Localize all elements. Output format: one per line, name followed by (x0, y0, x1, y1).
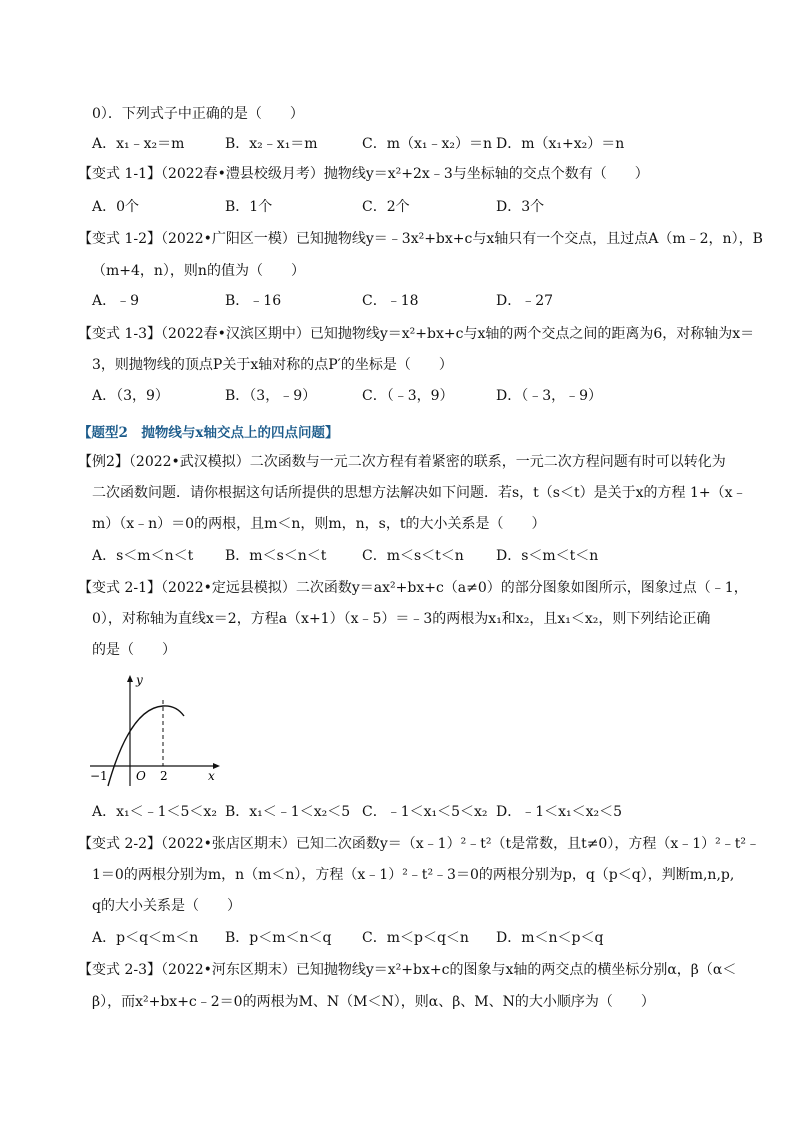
section-title: 【题型2 抛物线与x轴交点上的四点问题】 (78, 425, 339, 441)
question-text: q的大小关系是（ ） (92, 898, 241, 914)
y-axis-label: y (136, 673, 143, 687)
question-text: 0），对称轴为直线x＝2，方程a（x+1）（x﹣5）＝﹣3的两根为x₁和x₂，且x₁＜x₂，则下列结论正确 (92, 611, 711, 627)
option-b: B．x₂﹣x₁＝m (225, 136, 318, 152)
y-axis-arrow (127, 675, 133, 682)
option-d: D．m＜n＜p＜q (496, 930, 604, 946)
option-c: C．m＜p＜q＜n (362, 930, 469, 946)
option-d: D．﹣1＜x₁＜x₂＜5 (496, 804, 623, 820)
option-d: D．3个 (496, 199, 545, 215)
question-text: 【例2】（2022•武汉模拟）二次函数与一元二次方程有着紧密的联系，一元二次方程问题有时可以转化为 (78, 454, 726, 470)
question-text: m）（x﹣n）＝0的两根，且m＜n，则m，n，s，t的大小关系是（ ） (92, 516, 546, 532)
question-text: 【变式 1-1】（2022春•澧县校级月考）抛物线y＝x²+2x﹣3与坐标轴的交点个数有（ ） (78, 166, 649, 182)
question-text: 【变式 1-3】（2022春•汉滨区期中）已知抛物线y＝x²+bx+c与x轴的两个交点之间的距离为6，对称轴为x＝ (78, 326, 755, 342)
option-a: A．﹣9 (92, 293, 140, 309)
neg-one-label: −1 (90, 769, 108, 783)
option-b: B．﹣16 (225, 293, 282, 309)
x-axis-label: x (208, 769, 215, 783)
option-b: B．p＜m＜n＜q (225, 930, 332, 946)
origin-label: O (136, 769, 146, 783)
question-text: （m+4，n），则n的值为（ ） (92, 263, 305, 279)
option-a: A．（3，9） (92, 388, 169, 404)
option-a: A．x₁＜﹣1＜5＜x₂ (92, 804, 217, 820)
option-c: C．2个 (362, 199, 410, 215)
parabola-figure (88, 668, 228, 788)
parabola-graph (88, 668, 228, 788)
option-a: A．s＜m＜n＜t (92, 548, 194, 564)
option-c: C．（﹣3，9） (362, 388, 454, 404)
option-c: C．m（x₁﹣x₂）＝n (362, 136, 493, 152)
option-a: A．x₁﹣x₂＝m (92, 136, 185, 152)
question-text: 1＝0的两根分别为m，n（m＜n），方程（x﹣1）²﹣t²﹣3＝0的两根分别为p，q（p＜q），判断m,n,p, (92, 867, 735, 883)
option-b: B．x₁＜﹣1＜x₂＜5 (225, 804, 351, 820)
two-label: 2 (160, 769, 168, 783)
question-text: β），而x²+bx+c﹣2＝0的两根为M、N（M＜N），则α、β、M、N的大小顺序为（ ） (92, 994, 655, 1010)
option-b: B．1个 (225, 199, 273, 215)
question-text: 【变式 2-2】（2022•张店区期末）已知二次函数y＝（x﹣1）²﹣t²（t是常数，且t≠0），方程（x﹣1）²﹣t²﹣ (78, 836, 760, 852)
question-text: 的是（ ） (92, 642, 176, 658)
option-a: A．0个 (92, 199, 140, 215)
option-c: C．m＜s＜t＜n (362, 548, 464, 564)
option-b: B．（3，﹣9） (225, 388, 317, 404)
option-d: D．m（x₁+x₂）＝n (496, 136, 625, 152)
option-d: D．﹣27 (496, 293, 554, 309)
question-text: 【变式 2-1】（2022•定远县模拟）二次函数y＝ax²+bx+c（a≠0）的部分图象如图所示，图象过点（﹣1， (78, 580, 748, 596)
parabola-curve (108, 706, 184, 786)
option-a: A．p＜q＜m＜n (92, 930, 199, 946)
option-d: D．s＜m＜t＜n (496, 548, 599, 564)
option-c: C．﹣18 (362, 293, 419, 309)
question-text: 0）．下列式子中正确的是（ ） (92, 106, 304, 122)
question-text: 【变式 1-2】（2022•广阳区一模）已知抛物线y＝﹣3x²+bx+c与x轴只有一个交点，且过点A（m﹣2，n），B (78, 231, 763, 247)
option-c: C．﹣1＜x₁＜5＜x₂ (362, 804, 488, 820)
option-d: D．（﹣3，﹣9） (496, 388, 603, 404)
question-text: 【变式 2-3】（2022•河东区期末）已知抛物线y＝x²+bx+c的图象与x轴的两交点的横坐标分别α，β（α＜ (78, 962, 737, 978)
option-b: B．m＜s＜n＜t (225, 548, 327, 564)
question-text: 3，则抛物线的顶点P关于x轴对称的点P′的坐标是（ ） (92, 357, 453, 373)
question-text: 二次函数问题．请你根据这句话所提供的思想方法解决如下问题．若s，t（s＜t）是关于x的方程 1+（x﹣ (92, 485, 747, 501)
